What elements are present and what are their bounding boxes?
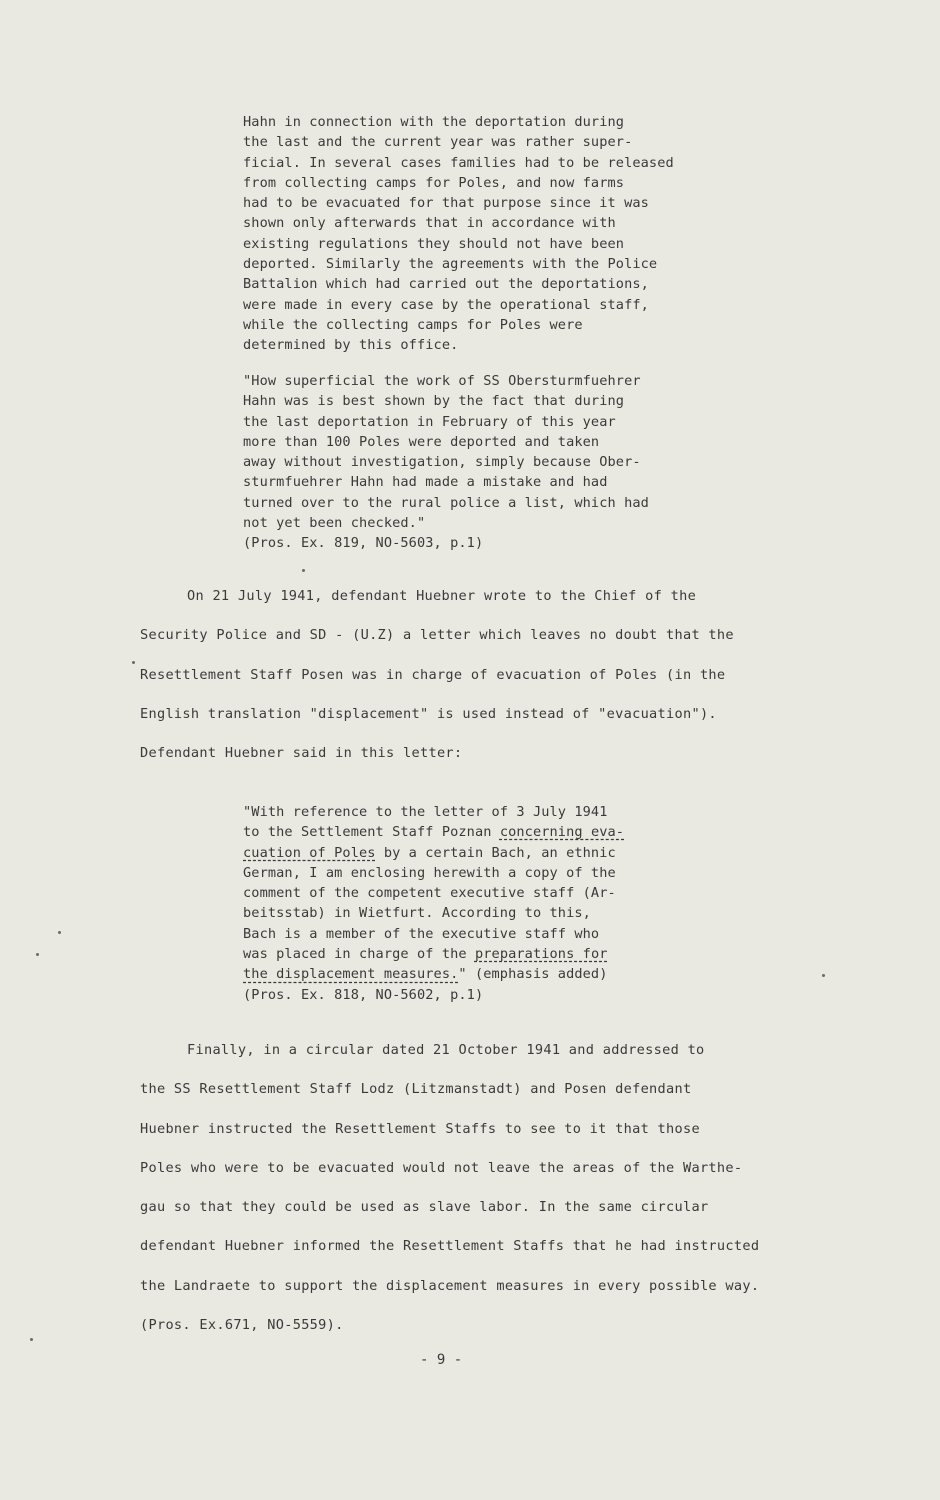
quote-superficial-work bbox=[243, 371, 649, 554]
quote-text: to the Settlement Staff Poznan bbox=[243, 824, 500, 841]
emphasized-text: the displacement measures. bbox=[243, 966, 459, 983]
quote-text: by a certain Bach, an ethnic bbox=[375, 844, 616, 861]
quote-line: were made in every case by the operational staff, bbox=[243, 296, 649, 313]
quote-hahn-deportation bbox=[243, 112, 674, 356]
exhibit-citation: (Pros. Ex. 818, NO-5602, p.1) bbox=[243, 986, 484, 1003]
paper-speck bbox=[132, 661, 135, 664]
quote-line: Bach is a member of the executive staff who bbox=[243, 925, 600, 942]
quote-line bbox=[243, 843, 624, 863]
paragraph-huebner-letter bbox=[140, 577, 734, 773]
quote-line: determined by this office. bbox=[243, 337, 459, 354]
quote-line: Hahn was is best shown by the fact that during bbox=[243, 393, 625, 410]
paper-speck bbox=[822, 974, 825, 977]
quote-line: away without investigation, simply because Ober- bbox=[243, 454, 641, 471]
quote-line: comment of the competent executive staff (Ar- bbox=[243, 885, 616, 902]
page-number: - 9 - bbox=[420, 1352, 463, 1368]
quote-line: more than 100 Poles were deported and taken bbox=[243, 433, 600, 450]
quote-line bbox=[243, 944, 624, 964]
body-line: Finally, in a circular dated 21 October 1941 and addressed to bbox=[187, 1042, 705, 1058]
quote-line bbox=[243, 822, 624, 842]
exhibit-citation: (Pros. Ex.671, NO-5559). bbox=[140, 1317, 344, 1334]
quote-line: shown only afterwards that in accordance with bbox=[243, 215, 616, 232]
quote-line: sturmfuehrer Hahn had made a mistake and had bbox=[243, 474, 608, 491]
paper-speck bbox=[302, 569, 305, 572]
emphasized-text: cuation of Poles bbox=[243, 844, 376, 861]
quote-line: turned over to the rural police a list, which had bbox=[243, 494, 649, 511]
exhibit-citation: (Pros. Ex. 819, NO-5603, p.1) bbox=[243, 535, 484, 552]
quote-line: deported. Similarly the agreements with the Police bbox=[243, 256, 658, 273]
body-line: defendant Huebner informed the Resettlement Staffs that he had instructed bbox=[140, 1238, 760, 1255]
quote-settlement-staff-letter bbox=[243, 802, 624, 1005]
quote-line: Hahn in connection with the deportation during bbox=[243, 114, 625, 130]
quote-line: "How superficial the work of SS Obersturmfuehrer bbox=[243, 373, 641, 389]
quote-line: existing regulations they should not have been bbox=[243, 235, 625, 252]
quote-line: from collecting camps for Poles, and now farms bbox=[243, 174, 625, 191]
body-line: the SS Resettlement Staff Lodz (Litzmanstadt) and Posen defendant bbox=[140, 1081, 692, 1098]
quote-line: while the collecting camps for Poles were bbox=[243, 316, 583, 333]
quote-line: beitsstab) in Wietfurt. According to this, bbox=[243, 905, 591, 922]
quote-line: "With reference to the letter of 3 July 1941 bbox=[243, 804, 608, 820]
paper-speck bbox=[36, 953, 39, 956]
body-line: Defendant Huebner said in this letter: bbox=[140, 745, 463, 762]
paper-speck bbox=[30, 1338, 33, 1341]
quote-line: the last and the current year was rather super- bbox=[243, 134, 633, 151]
body-line: gau so that they could be used as slave labor. In the same circular bbox=[140, 1199, 709, 1216]
body-line: the Landraete to support the displacement measures in every possible way. bbox=[140, 1277, 760, 1294]
quote-text: " (emphasis added) bbox=[458, 966, 608, 983]
body-line: Resettlement Staff Posen was in charge of evacuation of Poles (in the bbox=[140, 666, 726, 683]
paragraph-october-circular bbox=[140, 1031, 759, 1345]
emphasized-text: concerning eva- bbox=[499, 824, 625, 841]
quote-line: Battalion which had carried out the deportations, bbox=[243, 276, 649, 293]
quote-line: not yet been checked." bbox=[243, 515, 426, 532]
quote-line: German, I am enclosing herewith a copy of the bbox=[243, 864, 616, 881]
emphasized-text: preparations for bbox=[474, 946, 608, 963]
body-line: Huebner instructed the Resettlement Staffs to see to it that those bbox=[140, 1120, 700, 1137]
quote-text: was placed in charge of the bbox=[243, 946, 475, 963]
quote-line: had to be evacuated for that purpose since it was bbox=[243, 195, 649, 212]
body-line: Poles who were to be evacuated would not leave the areas of the Warthe- bbox=[140, 1159, 743, 1176]
quote-line: ficial. In several cases families had to be released bbox=[243, 154, 674, 171]
body-line: On 21 July 1941, defendant Huebner wrote to the Chief of the bbox=[187, 588, 697, 604]
paper-speck bbox=[58, 931, 61, 934]
quote-line bbox=[243, 964, 624, 984]
body-line: Security Police and SD - (U.Z) a letter which leaves no doubt that the bbox=[140, 627, 734, 644]
quote-line: the last deportation in February of this year bbox=[243, 413, 616, 430]
body-line: English translation "displacement" is used instead of "evacuation"). bbox=[140, 705, 717, 722]
